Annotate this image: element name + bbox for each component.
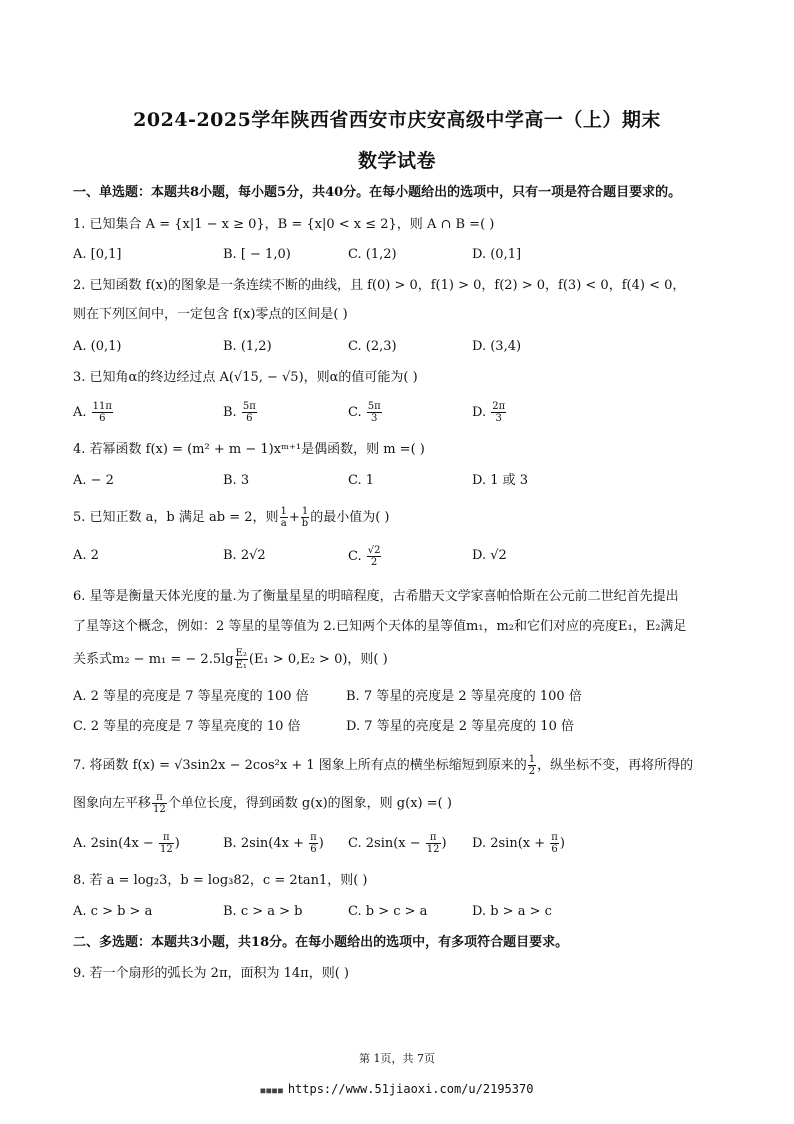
url-text[interactable]: https://www.51jiaoxi.com/u/2195370 xyxy=(287,1082,534,1096)
question-6-stem-3: 关系式m₂ − m₁ = − 2.5lg $\frac{\text{E₂}}{\text{E₁}}$ (E₁ > 0,E₂ > 0)，则( ) xyxy=(73,648,388,671)
question-5-options xyxy=(73,545,733,573)
option-a: A. [0,1] xyxy=(73,247,122,262)
option-d: D. √2 xyxy=(472,548,507,563)
option-c: C. $\frac{√2}{2}$ xyxy=(348,545,381,568)
option-a: A. 2sin(4x − $\frac{\pi}{12}$ ) xyxy=(73,832,180,855)
option-c: C. 2sin(x − $\frac{\pi}{12}$ ) xyxy=(348,832,447,855)
question-7-options xyxy=(73,832,733,860)
option-a: A. $\frac{11\pi}{6}$ xyxy=(73,401,112,424)
question-7-stem-2: 图象向左平移 $\frac{\pi}{12}$ 个单位长度，得到函数 g(x)的图象，则 g(x) =( ) xyxy=(73,792,452,815)
option-c: C. (2,3) xyxy=(348,339,397,354)
question-7-stem-1: 7. 将函数 f(x) = √3sin2x − 2cos²x + 1 图象上所有点的横坐标缩短到原来的 $\frac{1}{2}$ ，纵坐标不变，再将所得的 xyxy=(73,754,694,777)
option-b: B. 3 xyxy=(223,473,250,488)
question-3-stem: 3. 已知角α的终边经过点 A(√15, − √5)，则α的值可能为( ) xyxy=(73,370,418,385)
question-6-options-row-1 xyxy=(73,686,733,708)
question-1-stem: 1. 已知集合 A = {x|1 − x ≥ 0}，B = {x|0 < x ≤ 2}，则 A ∩ B =( ) xyxy=(73,217,495,232)
option-d: D. 1 或 3 xyxy=(472,473,529,488)
option-c: C. 1 xyxy=(348,473,375,488)
option-b: B. 2√2 xyxy=(223,548,266,563)
option-b: B. [ − 1,0) xyxy=(223,247,291,262)
option-d: D. b > a > c xyxy=(472,904,552,919)
exam-title: 2024-2025学年陕西省西安市庆安高级中学高一（上）期末 xyxy=(133,109,661,131)
question-3-options xyxy=(73,401,733,431)
question-4-options xyxy=(73,470,733,492)
question-2-stem-1: 2. 已知函数 f(x)的图象是一条连续不断的曲线，且 f(0) > 0，f(1) > 0，f(2) > 0，f(3) < 0，f(4) < 0， xyxy=(73,278,686,293)
question-9-stem: 9. 若一个扇形的弧长为 2π，面积为 14π，则( ) xyxy=(73,966,349,981)
question-1-options xyxy=(73,244,733,266)
question-6-options-row-2 xyxy=(73,716,733,738)
option-d: D. $\frac{2\pi}{3}$ xyxy=(472,401,506,424)
option-d: D. (3,4) xyxy=(472,339,522,354)
option-b: B. c > a > b xyxy=(223,904,303,919)
option-a: A. − 2 xyxy=(73,473,114,488)
option-b: B. 2sin(4x + $\frac{\pi}{6}$ ) xyxy=(223,832,324,855)
option-b: B. $\frac{5\pi}{6}$ xyxy=(223,401,256,424)
page-number: 第 1页，共 7页 xyxy=(359,1052,435,1065)
option-c: C. 2 等星的亮度是 7 等星亮度的 10 倍 xyxy=(73,719,301,734)
question-6-stem-1: 6. 星等是衡量天体光度的量.为了衡量星星的明暗程度，古希腊天文学家喜帕恰斯在公元前二世纪首先提出 xyxy=(73,589,679,604)
option-d: D. 7 等星的亮度是 2 等星亮度的 10 倍 xyxy=(346,719,574,734)
question-4-stem: 4. 若幂函数 f(x) = (m² + m − 1)xᵐ⁺¹是偶函数，则 m =( ) xyxy=(73,442,425,457)
option-c: C. (1,2) xyxy=(348,247,397,262)
option-a: A. 2 xyxy=(73,548,99,563)
question-6-stem-2: 了星等这个概念，例如：2 等星的星等值为 2.已知两个天体的星等值m₁，m₂和它们对应的亮度E₁，E₂满足 xyxy=(73,619,687,634)
section-multiple-choice: 二、多选题：本题共3小题，共18分。在每小题给出的选项中，有多项符合题目要求。 xyxy=(73,935,569,950)
option-a: A. (0,1) xyxy=(73,339,122,354)
option-d: D. 2sin(x + $\frac{\pi}{6}$ ) xyxy=(472,832,565,855)
exam-subtitle: 数学试卷 xyxy=(357,150,436,172)
question-2-options xyxy=(73,336,733,358)
option-a: A. c > b > a xyxy=(73,904,153,919)
question-8-options xyxy=(73,901,733,923)
option-c: C. b > c > a xyxy=(348,904,428,919)
source-url xyxy=(0,1082,794,1096)
question-5-stem: 5. 已知正数 a，b 满足 ab = 2，则 $\frac{1}{a}$ + $\frac{1}{b}$ 的最小值为( ) xyxy=(73,506,390,529)
option-c: C. $\frac{5\pi}{3}$ xyxy=(348,401,381,424)
question-8-stem: 8. 若 a = log₂3，b = log₃82，c = 2tan1，则( ) xyxy=(73,873,368,888)
site-logo-icon: ■■■■ xyxy=(260,1086,284,1095)
section-single-choice: 一、单选题：本题共8小题，每小题5分，共40分。在每小题给出的选项中，只有一项是符合题目要求的。 xyxy=(73,185,682,200)
option-b: B. 7 等星的亮度是 2 等星亮度的 100 倍 xyxy=(346,689,582,704)
option-a: A. 2 等星的亮度是 7 等星亮度的 100 倍 xyxy=(73,689,309,704)
question-2-stem-2: 则在下列区间中，一定包含 f(x)零点的区间是( ) xyxy=(73,307,348,322)
option-d: D. (0,1] xyxy=(472,247,522,262)
option-b: B. (1,2) xyxy=(223,339,272,354)
